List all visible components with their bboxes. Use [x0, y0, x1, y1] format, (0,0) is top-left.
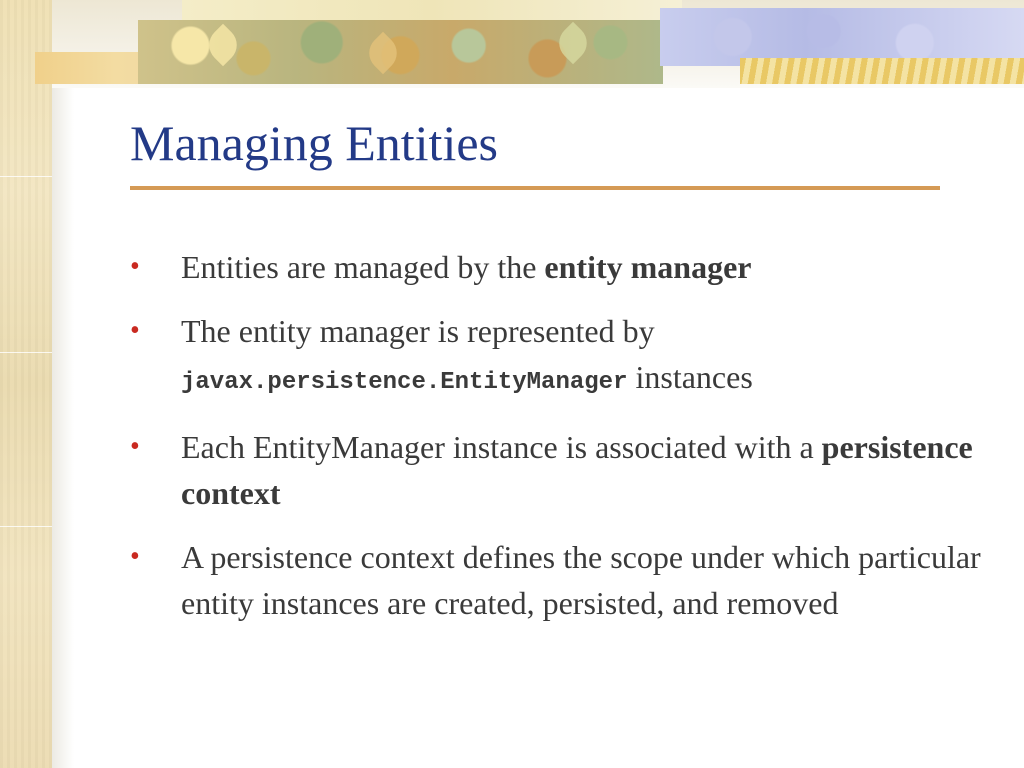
strip-seam — [0, 176, 52, 177]
bullet-emphasis: entity manager — [544, 249, 752, 285]
bullet-text: Each EntityManager instance is associated with a — [181, 429, 822, 465]
slide-title: Managing Entities — [130, 115, 498, 171]
bullet-item — [130, 424, 990, 516]
bullet-item — [130, 308, 990, 406]
banner-gold-grass — [740, 58, 1024, 84]
banner-light-strip — [182, 0, 682, 22]
bullet-icon: • — [130, 431, 140, 462]
bullet-icon: • — [130, 315, 140, 346]
bullet-list — [130, 244, 990, 626]
bullet-emphasis: persistence context — [181, 429, 973, 511]
bullet-text: The entity manager is represented by — [181, 313, 655, 349]
bullet-item — [130, 244, 990, 290]
bullet-code: javax.persistence.EntityManager — [181, 369, 628, 396]
banner-leaf-collage — [138, 20, 663, 84]
bullet-text: Entities are managed by the — [181, 249, 545, 285]
bullet-item — [130, 534, 990, 626]
leaf-icon — [552, 22, 594, 64]
bullet-text: A persistence context defines the scope under which particular entity instances are created, persisted, and removed — [181, 539, 981, 621]
bullet-icon: • — [130, 541, 140, 572]
strip-seam — [0, 352, 52, 353]
left-decorative-strip — [0, 0, 52, 768]
title-underline — [130, 186, 940, 190]
leaf-icon — [202, 24, 244, 66]
bullet-icon: • — [130, 251, 140, 282]
strip-seam — [0, 526, 52, 527]
left-strip-shadow — [52, 0, 74, 768]
leaf-icon — [362, 32, 404, 74]
bullet-text-after: instances — [627, 359, 753, 395]
